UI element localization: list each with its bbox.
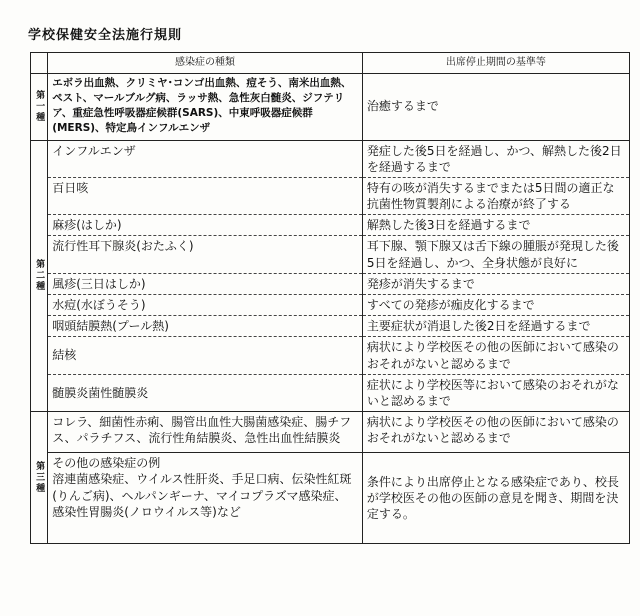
table-row [31, 236, 630, 273]
category1-label: 第一種 [31, 73, 48, 140]
category2-disease: 麻疹(はしか) [48, 215, 363, 236]
header-attendance-criteria: 出席停止期間の基準等 [362, 53, 629, 74]
category3-other-diseases: 溶連菌感染症、ウイルス性肝炎、手足口病、伝染性紅斑(りんご病)、ヘルパンギーナ、マイコプラズマ感染症、感染性胃腸炎(ノロウイルス等)など [52, 472, 352, 519]
category2-disease: 結核 [48, 337, 363, 374]
category2-disease: 風疹(三日はしか) [48, 273, 363, 294]
table-header-row [31, 53, 630, 74]
category2-label: 第二種 [31, 140, 48, 412]
category1-criteria: 治癒するまで [362, 73, 629, 140]
category1-row [31, 73, 630, 140]
category2-disease: 咽頭結膜熱(プール熱) [48, 316, 363, 337]
category3-other-criteria: 条件により出席停止となる感染症であり、校長が学校医その他の医師の意見を聞き、期間を決定する。 [362, 453, 629, 544]
table-row [31, 374, 630, 411]
table-row [31, 273, 630, 294]
category3-row-other [31, 453, 630, 544]
category3-other-cell [48, 453, 363, 544]
category2-disease: 流行性耳下腺炎(おたふく) [48, 236, 363, 273]
table-row [31, 215, 630, 236]
table-row [31, 337, 630, 374]
category2-disease: 水痘(水ぼうそう) [48, 295, 363, 316]
category2-disease: 百日咳 [48, 177, 363, 214]
category3-other-heading: その他の感染症の例 [52, 456, 161, 471]
category3-label: 第三種 [31, 412, 48, 544]
infection-rules-table [30, 52, 630, 544]
category2-criteria: 症状により学校医等において感染のおそれがないと認めるまで [362, 374, 629, 411]
category2-criteria: すべての発疹が痂皮化するまで [362, 295, 629, 316]
table-row [31, 177, 630, 214]
category2-disease: 髄膜炎菌性髄膜炎 [48, 374, 363, 411]
header-category-cell [31, 53, 48, 74]
category2-criteria: 解熱した後3日を経過するまで [362, 215, 629, 236]
table-row [31, 295, 630, 316]
header-disease-type: 感染症の種類 [48, 53, 363, 74]
category2-criteria: 発症した後5日を経過し、かつ、解熱した後2日を経過するまで [362, 140, 629, 177]
table-row [31, 140, 630, 177]
table-row [31, 316, 630, 337]
category2-criteria: 主要症状が消退した後2日を経過するまで [362, 316, 629, 337]
category3-row-primary [31, 412, 630, 453]
category2-criteria: 病状により学校医その他の医師において感染のおそれがないと認めるまで [362, 337, 629, 374]
category3-diseases: コレラ、細菌性赤痢、腸管出血性大腸菌感染症、腸チフス、パラチフス、流行性角結膜炎、急性出血性結膜炎 [48, 412, 363, 453]
category2-disease: インフルエンザ [48, 140, 363, 177]
category2-criteria: 耳下腺、顎下腺又は舌下線の腫脹が発現した後5日を経過し、かつ、全身状態が良好に [362, 236, 629, 273]
document-title: 学校保健安全法施行規則 [28, 28, 183, 43]
category2-criteria: 発疹が消失するまで [362, 273, 629, 294]
category1-diseases: エボラ出血熱、クリミヤ･コンゴ出血熱、痘そう、南米出血熱、ペスト、マールブルグ病、ラッサ熱、急性灰白髄炎、ジフテリア、重症急性呼吸器症候群(SARS)、中東呼吸器症候群(MERS)、特定鳥インフルエンザ [48, 73, 363, 140]
category2-criteria: 特有の咳が消失するまでまたは5日間の適正な抗菌性物質製剤による治療が終了する [362, 177, 629, 214]
category3-criteria: 病状により学校医その他の医師において感染のおそれがないと認めるまで [362, 412, 629, 453]
